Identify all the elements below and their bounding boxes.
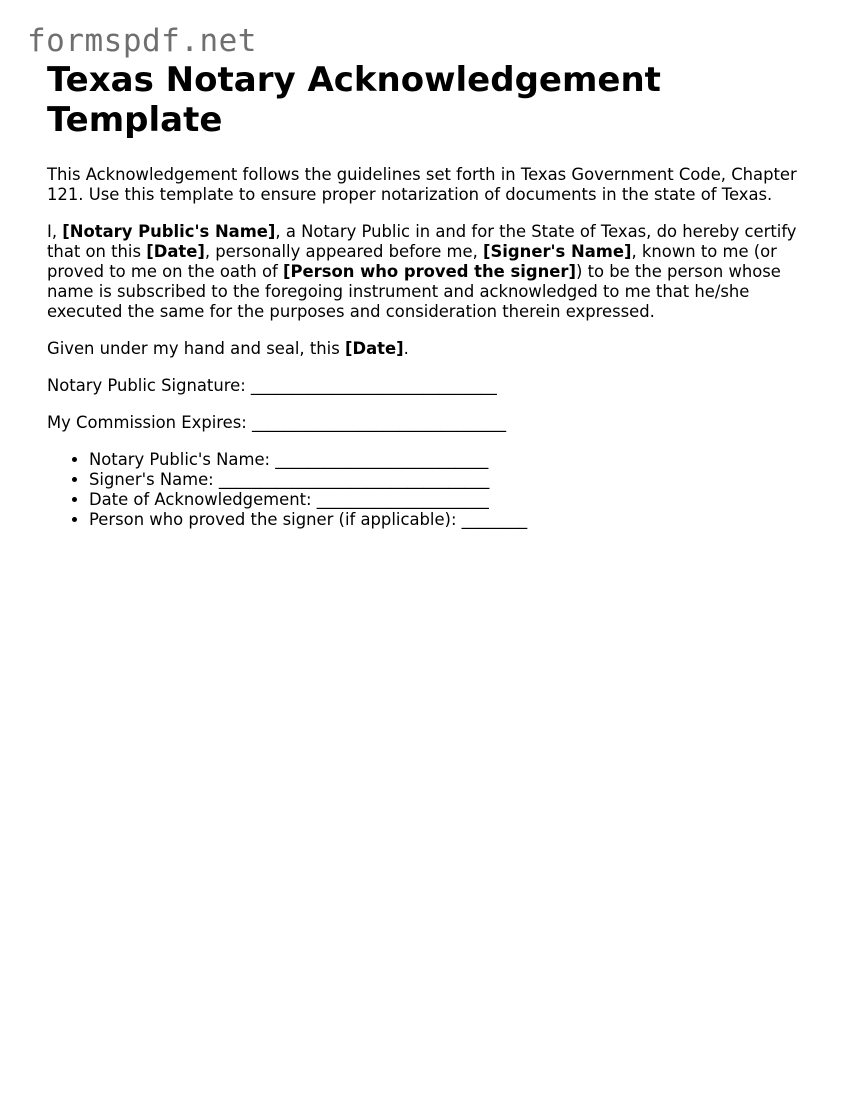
cert-text-2: , a Notary Public in and for the State of Texas, do hereby certify that on this xyxy=(47,222,797,261)
given-date-placeholder: [Date] xyxy=(344,339,404,358)
commission-expires-line: My Commission Expires: _______________________________ xyxy=(47,413,507,432)
list-item: • Date of Acknowledgement: _____________________ xyxy=(89,490,817,510)
watermark: formspdf.net xyxy=(27,23,257,59)
given-suffix: . xyxy=(403,339,409,358)
signer-name-placeholder: [Signer's Name] xyxy=(483,242,632,261)
intro-paragraph: This Acknowledgement follows the guidelines set forth in Texas Government Code, Chapter 121. Use this template to ensure proper notarization of documents in the state of Texas. xyxy=(47,165,797,204)
given-prefix: Given under my hand and seal, this xyxy=(47,339,345,358)
document-title: Texas Notary Acknowledgement Template xyxy=(47,60,661,140)
document-page xyxy=(47,60,817,530)
list-item: • Signer's Name: _________________________________ xyxy=(89,470,817,490)
cert-text-3: , personally appeared before me, xyxy=(204,242,484,261)
list-item: • Notary Public's Name: __________________________ xyxy=(89,450,817,470)
date-placeholder: [Date] xyxy=(146,242,205,261)
certification-paragraph xyxy=(47,222,817,322)
given-under-hand-line xyxy=(47,339,817,359)
list-item: • Person who proved the signer (if applicable): ________ xyxy=(89,510,817,530)
proved-by-placeholder: [Person who proved the signer] xyxy=(282,262,576,281)
cert-text-4: , known to me (or proved to me on the oath of xyxy=(47,242,777,281)
notary-name-placeholder: [Notary Public's Name] xyxy=(62,222,276,241)
cert-text-5: ) to be the person whose name is subscribed to the foregoing instrument and acknowledged to me that he/she executed the same for the purposes and consideration therein expressed. xyxy=(47,262,781,321)
fields-list xyxy=(47,450,817,530)
cert-text-1: I, xyxy=(47,222,63,241)
notary-signature-line: Notary Public Signature: ______________________________ xyxy=(47,376,497,395)
